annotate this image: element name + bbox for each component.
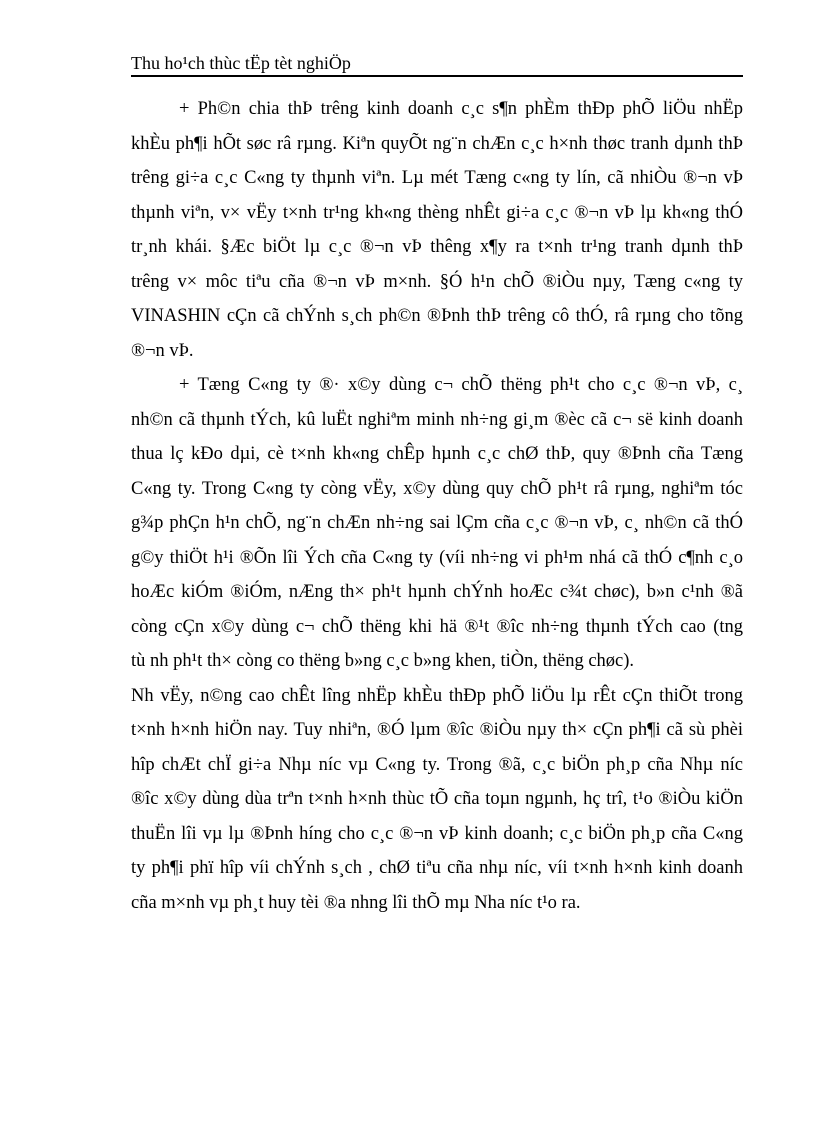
text-line: VINASHIN cÇn cã chÝnh s¸ch ph©n ®Þnh thÞ trêng cô thÓ, râ rµng cho tõng	[131, 306, 743, 326]
text-line: khÈu ph¶i hÕt søc râ rµng. Kiªn quyÕt ng¨n chÆn c¸c h×nh thøc tranh dµnh thÞ	[131, 133, 743, 154]
text-line: ®îc x©y dùng dùa trªn t×nh h×nh thùc tÕ cña toµn ngµnh, hç trî, t¹o ®iÒu kiÖn	[131, 789, 743, 809]
text-line: ®¬n vÞ.	[131, 340, 194, 361]
text-line: trêng v× môc tiªu cña ®¬n vÞ m×nh. §Ó h¹n chÕ ®iÒu nµy, Tæng c«ng ty	[131, 271, 743, 292]
text-line: nh©n cã thµnh tÝch, kû luËt nghiªm minh nh÷ng gi¸m ®èc cã c¬ së kinh doanh	[131, 409, 743, 430]
text-line: hoÆc kiÓm ®iÓm, nÆng th× ph¹t hµnh chÝnh hoÆc c¾t chøc), b»n c¹nh ®ã	[131, 582, 743, 602]
text-line: g©y thiÖt h¹i ®Õn lîi Ých cña C«ng ty (víi nh÷ng vi ph¹m nhá cã thÓ c¶nh c¸o	[131, 547, 743, 568]
paragraph-1	[131, 92, 743, 368]
text-line: tù nh ph¹t th× còng co thëng b»ng c¸c b»ng khen, tiÒn, thëng chøc).	[131, 651, 635, 671]
text-line: ty ph¶i phï hîp víi chÝnh s¸ch , chØ tiªu cña nhµ níc, víi t×nh h×nh kinh doanh	[131, 858, 743, 878]
text-line: thuËn lîi vµ lµ ®Þnh híng cho c¸c ®¬n vÞ kinh doanh; c¸c biÖn ph¸p cña C«ng	[131, 823, 743, 844]
text-line: thµnh viªn, v× vËy t×nh tr¹ng kh«ng thèng nhÊt gi÷a c¸c ®¬n vÞ lµ kh«ng thÓ	[131, 202, 743, 223]
text-line: cña m×nh vµ ph¸t huy tèi ®a nhng lîi thÕ mµ Nha níc t¹o ra.	[131, 892, 581, 913]
text-line: hîp chÆt chÏ gi÷a Nhµ níc vµ C«ng ty. Trong ®ã, c¸c biÖn ph¸p cña Nhµ níc	[131, 754, 743, 775]
text-line: trêng gi÷a c¸c C«ng ty thµnh viªn. Lµ mét Tæng c«ng ty lín, cã nhiÒu ®¬n vÞ	[131, 168, 743, 188]
text-line: tr¸nh khái. §Æc biÖt lµ c¸c ®¬n vÞ thêng x¶y ra t×nh tr¹ng tranh dµnh thÞ	[131, 237, 743, 257]
text-line: thua lç kÐo dµi, cè t×nh kh«ng chÊp hµnh c¸c chØ thÞ, quy ®Þnh cña Tæng	[131, 444, 743, 464]
text-line: t×nh h×nh hiÖn nay. Tuy nhiªn, ®Ó lµm ®îc ®iÒu nµy th× cÇn ph¶i cã sù phèi	[131, 720, 743, 740]
document-title: Thu ho¹ch thùc tËp tèt nghiÖp	[131, 53, 351, 73]
header-divider	[131, 75, 743, 77]
text-line: C«ng ty. Trong C«ng ty còng vËy, x©y dùng quy chÕ ph¹t râ rµng, nghiªm tóc	[131, 478, 743, 499]
paragraph-2	[131, 368, 743, 679]
document-body	[131, 92, 743, 920]
text-line: + Tæng C«ng ty ®· x©y dùng c¬ chÕ thëng ph¹t cho c¸c ®¬n vÞ, c¸	[179, 375, 743, 395]
text-line: g¾p phÇn h¹n chÕ, ng¨n chÆn nh÷ng sai lÇm cña c¸c ®¬n vÞ, c¸ nh©n cã thÓ	[131, 513, 743, 533]
paragraph-3	[131, 679, 743, 921]
text-line: còng cÇn x©y dùng c¬ chÕ thëng khi hä ®¹t ®îc nh÷ng thµnh tÝch cao (tng	[131, 616, 743, 637]
page-header	[131, 52, 743, 74]
text-line: + Ph©n chia thÞ trêng kinh doanh c¸c s¶n phÈm thÐp phÕ liÖu nhËp	[179, 99, 743, 119]
text-line: Nh vËy, n©ng cao chÊt lîng nhËp khÈu thÐp phÕ liÖu lµ rÊt cÇn thiÕt trong	[131, 685, 743, 706]
